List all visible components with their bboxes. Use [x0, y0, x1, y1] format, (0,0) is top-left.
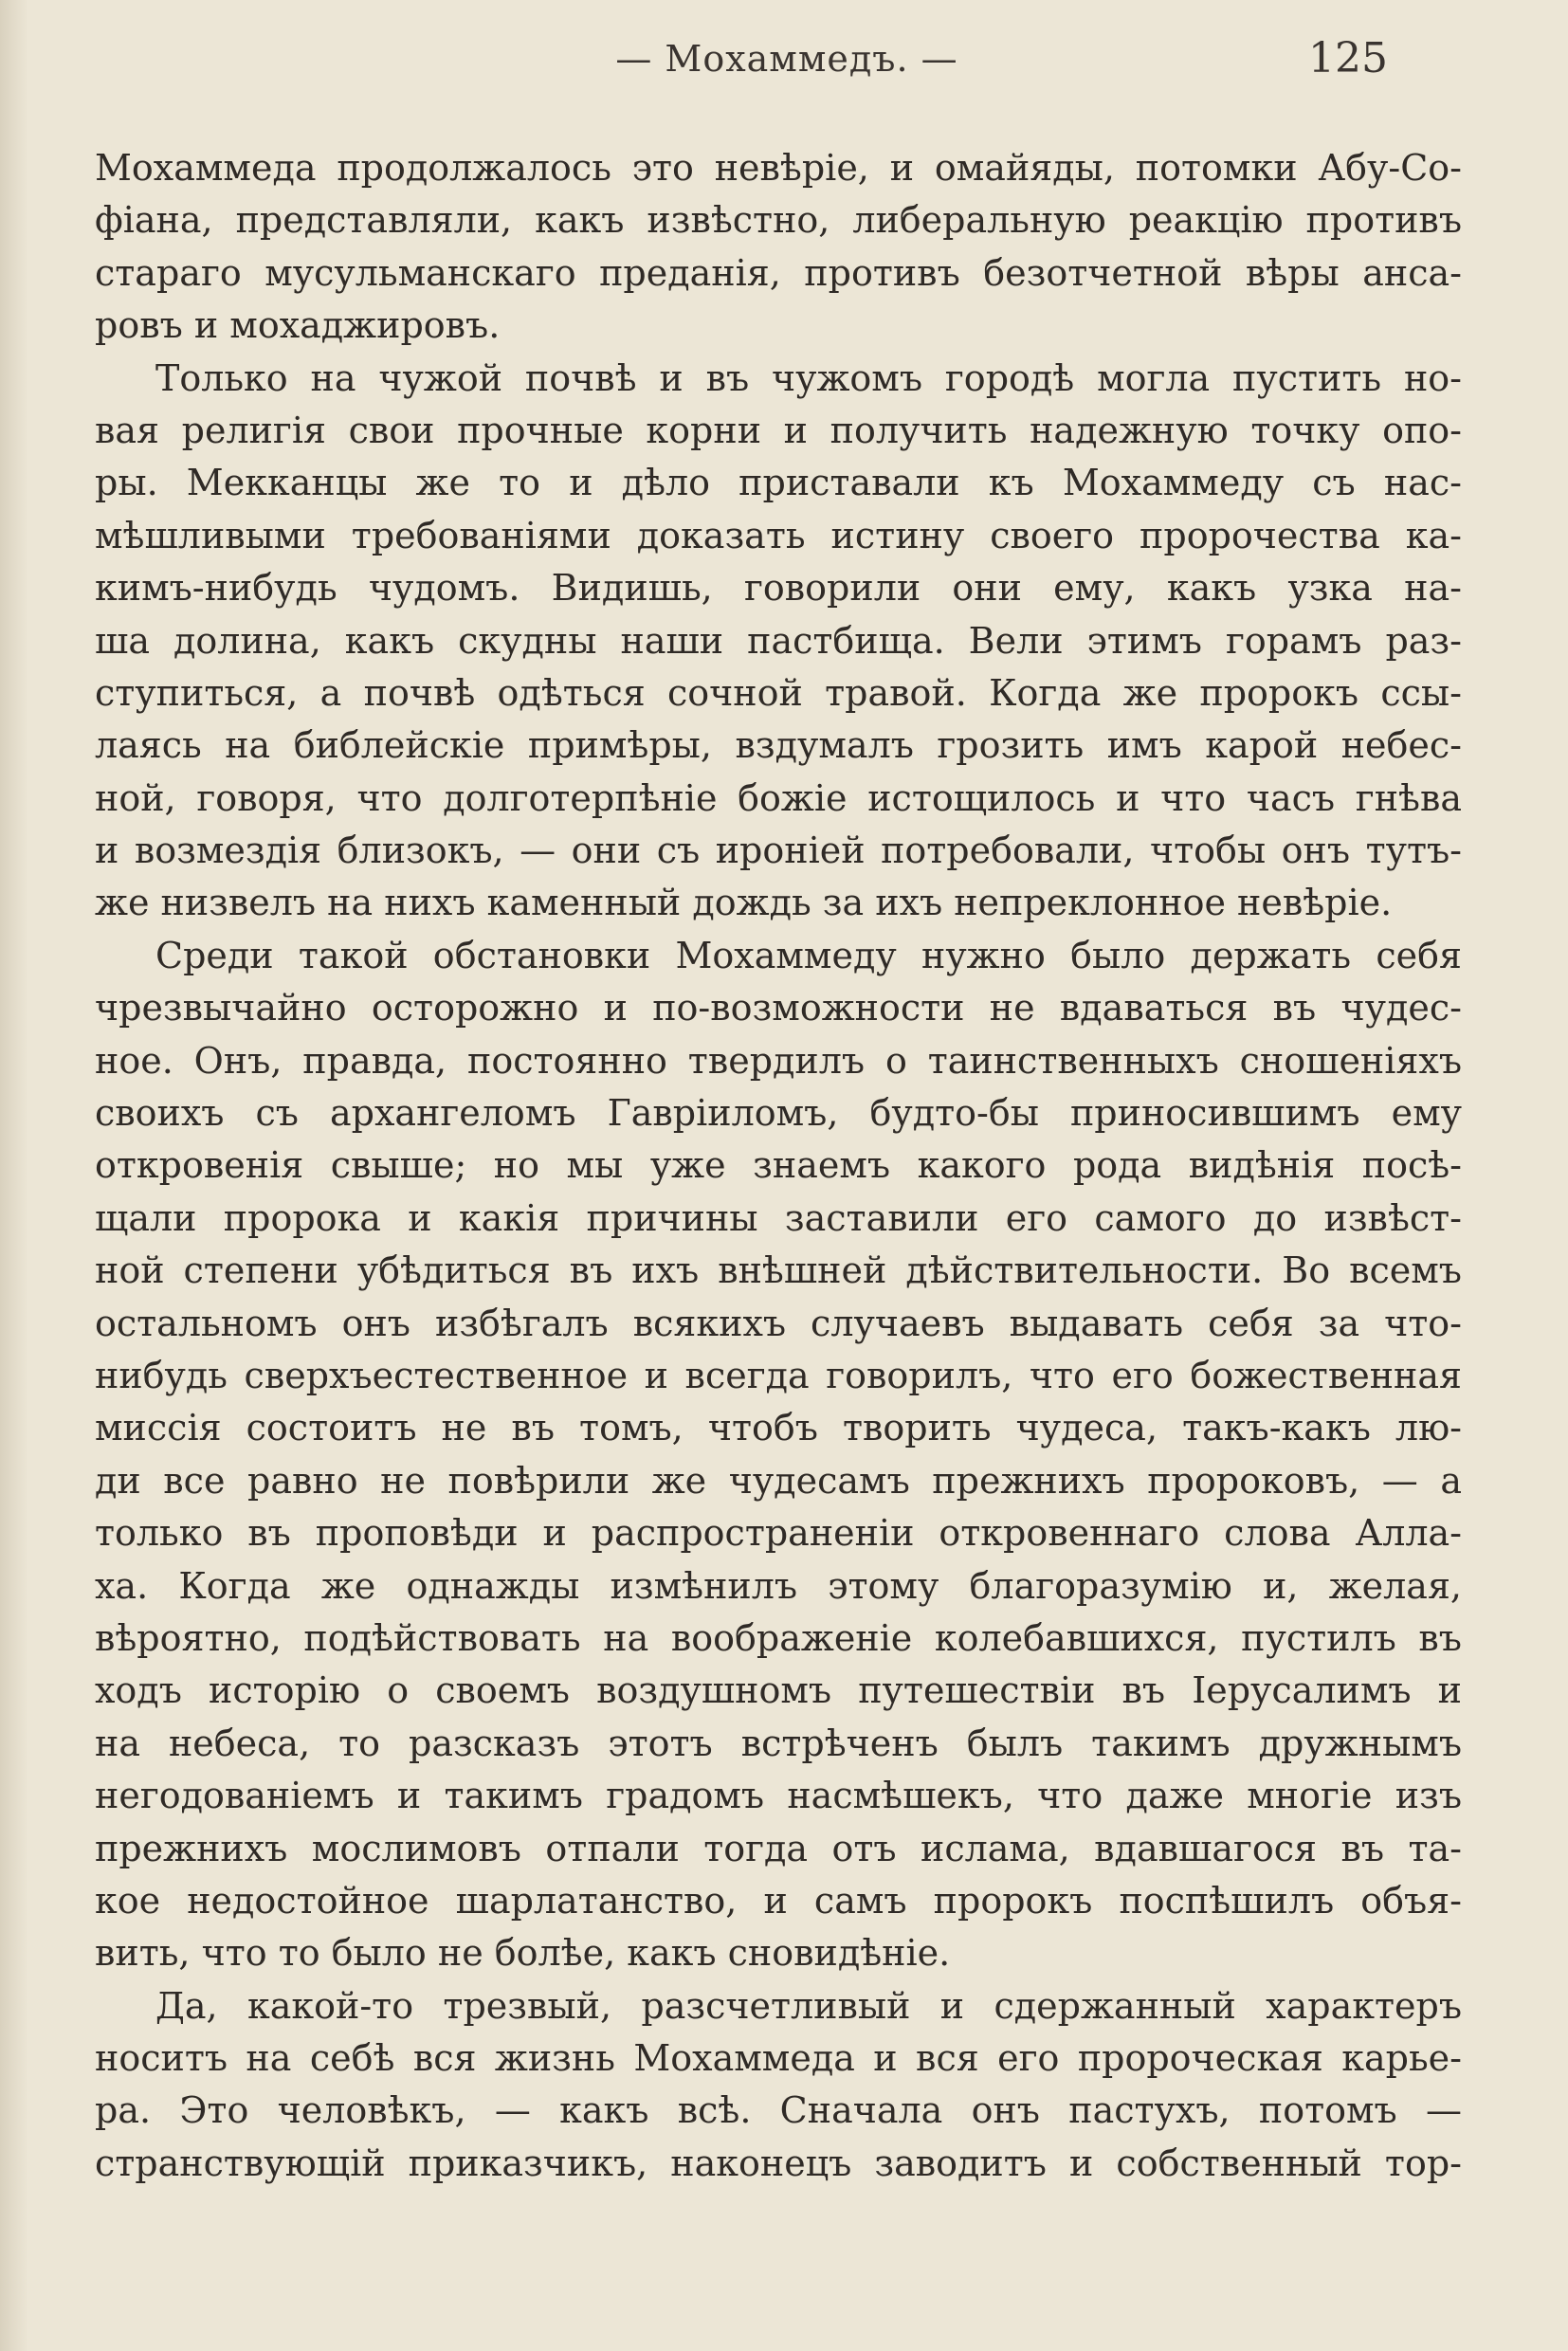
text-line: ровъ и мохаджировъ. [95, 304, 501, 347]
text-line: носитъ на себѣ вся жизнь Мохаммеда и вся его пророческая карье- [95, 2037, 1462, 2080]
text-line: откровенія свыше; но мы уже знаемъ какого рода видѣнія посѣ- [95, 1144, 1462, 1187]
text-line: чрезвычайно осторожно и по-возможности не вдаваться въ чудес- [95, 987, 1462, 1030]
text-line: странствующій приказчикъ, наконецъ заводитъ и собственный тор- [95, 2141, 1462, 2184]
text-line: ное. Онъ, правда, постоянно твердилъ о таинственныхъ сношеніяхъ [95, 1039, 1462, 1082]
page-header [0, 34, 1568, 95]
text-line: Мохаммеда продолжалось это невѣріе, и омайяды, потомки Абу-Со- [95, 147, 1462, 189]
text-line: Среди такой обстановки Мохаммеду нужно было держать себя [155, 934, 1462, 976]
text-line: ной, говоря, что долготерпѣніе божіе истощилось и что часъ гнѣва [95, 776, 1462, 819]
text-line: прежнихъ мослимовъ отпали тогда отъ ислама, вдавшагося въ та- [95, 1827, 1462, 1869]
text-line: нибудь сверхъестественное и всегда говорилъ, что его божественная [95, 1354, 1462, 1396]
text-line: мѣшливыми требованіями доказать истину своего пророчества ка- [95, 514, 1462, 556]
text-line: кимъ-нибудь чудомъ. Видишь, говорили они ему, какъ узка на- [95, 567, 1462, 610]
text-line: Только на чужой почвѣ и въ чужомъ городѣ могла пустить но- [155, 356, 1462, 399]
text-line: же низвелъ на нихъ каменный дождь за ихъ непреклонное невѣріе. [95, 882, 1393, 924]
text-line: ступиться, а почвѣ одѣться сочной травой. Когда же пророкъ ссы- [95, 671, 1462, 714]
text-line: миссія состоитъ не въ томъ, чтобъ творить чудеса, такъ-какъ лю- [95, 1407, 1462, 1449]
text-line: вая религія свои прочные корни и получить надежную точку опо- [95, 409, 1462, 451]
text-line: лаясь на библейскіе примѣры, вздумалъ грозить имъ карой небес- [95, 724, 1462, 767]
text-line: стараго мусульманскаго преданія, противъ безотчетной вѣры анса- [95, 251, 1462, 294]
text-line: остальномъ онъ избѣгалъ всякихъ случаевъ выдавать себя за что- [95, 1302, 1462, 1344]
text-line: кое недостойное шарлатанство, и самъ пророкъ поспѣшилъ объя- [95, 1879, 1462, 1922]
text-line: ша долина, какъ скудны наши пастбища. Вели этимъ горамъ раз- [95, 619, 1462, 662]
text-line: вить, что то было не болѣе, какъ сновидѣніе. [95, 1932, 951, 1975]
text-line: ха. Когда же однажды измѣнилъ этому благоразумію и, желая, [95, 1564, 1462, 1607]
page-edge-shadow [0, 0, 28, 2351]
text-line: щали пророка и какія причины заставили его самого до извѣст- [95, 1196, 1462, 1239]
text-line: вѣроятно, подѣйствовать на воображеніе колебавшихся, пустилъ въ [95, 1616, 1462, 1659]
text-line: своихъ съ архангеломъ Гавріиломъ, будто-бы приносившимъ ему [95, 1092, 1462, 1135]
body-text [95, 142, 1462, 2190]
text-line: ры. Мекканцы же то и дѣло приставали къ Мохаммеду съ нас- [95, 462, 1462, 504]
text-line: ди все равно не повѣрили же чудесамъ прежнихъ пророковъ, — а [95, 1459, 1462, 1502]
text-line: ходъ исторію о своемъ воздушномъ путешествіи въ Іерусалимъ и [95, 1669, 1462, 1712]
text-line: и возмездія близокъ, — они съ ироніей потребовали, чтобы онъ тутъ- [95, 829, 1462, 872]
text-line: на небеса, то разсказъ этотъ встрѣченъ былъ такимъ дружнымъ [95, 1722, 1462, 1764]
text-line: негодованіемъ и такимъ градомъ насмѣшекъ, что даже многіе изъ [95, 1775, 1462, 1817]
text-line: фіана, представляли, какъ извѣстно, либеральную реакцію противъ [95, 199, 1462, 242]
text-line: ра. Это человѣкъ, — какъ всѣ. Сначала онъ пастухъ, потомъ — [95, 2089, 1462, 2132]
text-line: только въ проповѣди и распространеніи откровеннаго слова Алла- [95, 1512, 1462, 1555]
page-number: 125 [1308, 34, 1388, 82]
text-line: Да, какой-то трезвый, разсчетливый и сдержанный характеръ [155, 1984, 1462, 2027]
running-title: — Мохаммедъ. — [615, 38, 958, 80]
text-line: ной степени убѣдиться въ ихъ внѣшней дѣйствительности. Во всемъ [95, 1249, 1462, 1292]
